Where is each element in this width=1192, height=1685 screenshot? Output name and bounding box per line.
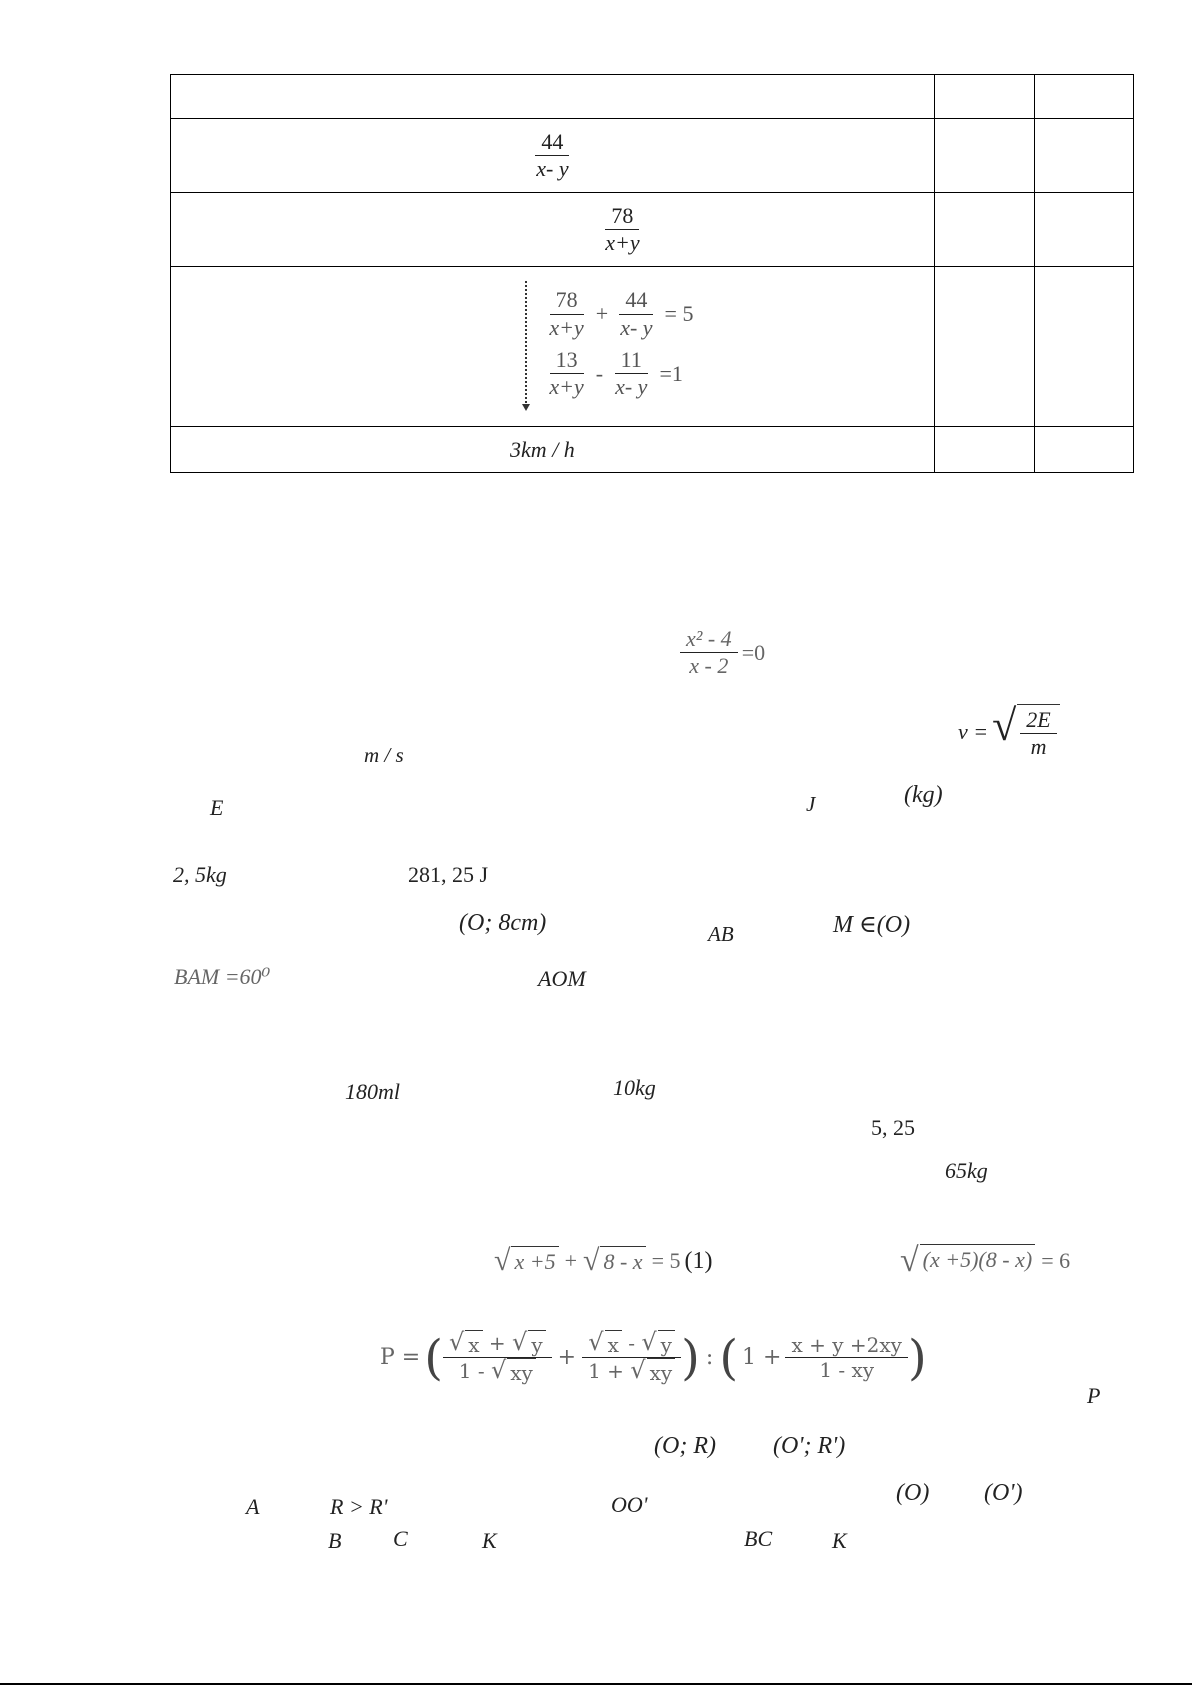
unit-kg: (kg) <box>904 782 943 808</box>
symbol-E: E <box>210 795 224 820</box>
circle-O: (O) <box>896 1480 930 1506</box>
fraction-numerator: 78 <box>605 203 639 230</box>
table-cell <box>171 75 935 119</box>
sqrt-product-equation <box>900 1244 1070 1278</box>
point-C: C <box>393 1526 408 1551</box>
circle-O-R: (O; R) <box>654 1433 716 1459</box>
mass-10kg: 10kg <box>613 1075 656 1100</box>
fraction-denominator: x+y <box>549 374 584 400</box>
equation-rhs: = 5 <box>664 301 694 327</box>
equation-system <box>525 281 699 407</box>
equation-rhs: =0 <box>741 639 766 665</box>
point-K: K <box>482 1528 497 1553</box>
table-row <box>171 267 1134 427</box>
equation-label: (1) <box>684 1247 713 1274</box>
fraction-denominator: x+y <box>605 230 640 255</box>
operator: - <box>595 360 604 386</box>
radical-icon: √ <box>583 1244 600 1277</box>
table-cell <box>1035 193 1134 267</box>
colon-operator: : <box>705 1345 714 1370</box>
velocity-lhs: v = <box>958 719 989 745</box>
fraction-denominator: m <box>1030 734 1047 760</box>
speed-value: 3km / h <box>510 436 575 462</box>
system-equation-1 <box>543 287 699 341</box>
fraction-numerator: 44 <box>619 287 653 314</box>
fraction-numerator: x² - 4 <box>680 626 738 653</box>
table-cell <box>934 267 1035 427</box>
table-cell <box>1035 75 1134 119</box>
table-cell <box>171 119 935 193</box>
point-K: K <box>832 1528 847 1553</box>
table-row <box>171 427 1134 473</box>
table-cell <box>934 119 1035 193</box>
radicand: 8 - x <box>600 1246 645 1276</box>
radicand: xy <box>647 1358 676 1385</box>
P-lhs: P = <box>380 1345 421 1370</box>
equation-rhs: =1 <box>659 360 683 386</box>
operator: + <box>595 301 609 327</box>
fraction-equation <box>680 626 765 680</box>
segment-AB: AB <box>708 922 734 946</box>
M-in-O: M ∈(O) <box>833 912 911 938</box>
symbol-P: P <box>1087 1383 1101 1408</box>
system-brace <box>525 281 533 407</box>
circle-O2: (O') <box>984 1480 1023 1506</box>
solution-table <box>170 74 1134 473</box>
fraction-numerator: 44 <box>535 129 569 156</box>
fraction-numerator: 78 <box>550 287 584 314</box>
symbol-J: J <box>806 792 816 816</box>
table-cell <box>934 75 1035 119</box>
circle-notation: (O; 8cm) <box>459 910 547 936</box>
table-cell <box>934 427 1035 473</box>
one-plus: 1 + <box>742 1345 782 1370</box>
P-expression: P = ( √ x + √ y 1 - √ xy + √ x - √ y 1 + √ xy ) : ( 1 + $\frac{x + y +2xy}{1 - xy}$ ) <box>380 1328 927 1386</box>
sqrt-equation: √ x +5 + √ 8 - x = 5 (1) <box>494 1244 713 1277</box>
energy-value: 281, 25 J <box>408 862 489 887</box>
table-cell <box>1035 427 1134 473</box>
radicand: x <box>465 1330 482 1357</box>
fraction-numerator: 2E <box>1020 707 1056 734</box>
radicand: y <box>528 1330 545 1357</box>
fraction-denominator: 1 - xy <box>819 1358 875 1382</box>
segment-OO: OO' <box>611 1492 648 1517</box>
angle-BAM: BAM =60⁰ <box>174 964 271 989</box>
fraction-denominator: x+y <box>549 314 584 340</box>
table-row <box>171 75 1134 119</box>
number-525: 5, 25 <box>871 1115 915 1140</box>
table-row <box>171 119 1134 193</box>
fraction-numerator: x + y +2xy <box>785 1333 907 1358</box>
fraction <box>599 203 645 257</box>
fraction-denominator: x- y <box>536 156 569 181</box>
mass-value: 2, 5kg <box>173 862 227 887</box>
unit-m-per-s: m / s <box>364 743 404 767</box>
radical-icon: √ <box>992 701 1017 750</box>
radical-icon: √ <box>900 1242 919 1279</box>
radical-icon: √ <box>494 1244 511 1277</box>
segment-BC: BC <box>744 1526 773 1551</box>
table-cell <box>1035 267 1134 427</box>
radicand: (x +5)(8 - x) <box>920 1244 1036 1278</box>
fraction-denominator: x - 2 <box>689 653 729 679</box>
table-row <box>171 193 1134 267</box>
denominator-term: 1 + <box>588 1359 631 1383</box>
mass-65kg: 65kg <box>945 1158 988 1183</box>
denominator-term: 1 - <box>458 1359 491 1383</box>
fraction-denominator: x- y <box>615 374 648 400</box>
circle-O2-R2: (O'; R') <box>773 1433 846 1459</box>
fraction-denominator: x- y <box>620 314 653 340</box>
radius-comparison: R > R' <box>330 1494 388 1519</box>
fraction-numerator: 13 <box>550 347 584 374</box>
radicand: xy <box>507 1358 536 1385</box>
triangle-AOM: AOM <box>538 966 586 991</box>
point-A: A <box>246 1494 260 1519</box>
equation-rhs: = 5 <box>651 1248 681 1273</box>
radicand: y <box>658 1330 675 1357</box>
equation-rhs: = 6 <box>1041 1248 1071 1273</box>
table-cell <box>1035 119 1134 193</box>
point-B: B <box>328 1528 342 1553</box>
table-cell <box>171 193 935 267</box>
fraction <box>530 129 574 183</box>
table-cell <box>934 193 1035 267</box>
table-cell <box>171 267 935 427</box>
table-cell <box>171 427 935 473</box>
velocity-formula <box>958 701 1060 761</box>
fraction-numerator: 11 <box>615 347 648 374</box>
system-equation-2 <box>543 347 699 401</box>
radicand: x +5 <box>511 1246 558 1276</box>
volume-value: 180ml <box>345 1079 400 1104</box>
radicand: x <box>605 1330 622 1357</box>
